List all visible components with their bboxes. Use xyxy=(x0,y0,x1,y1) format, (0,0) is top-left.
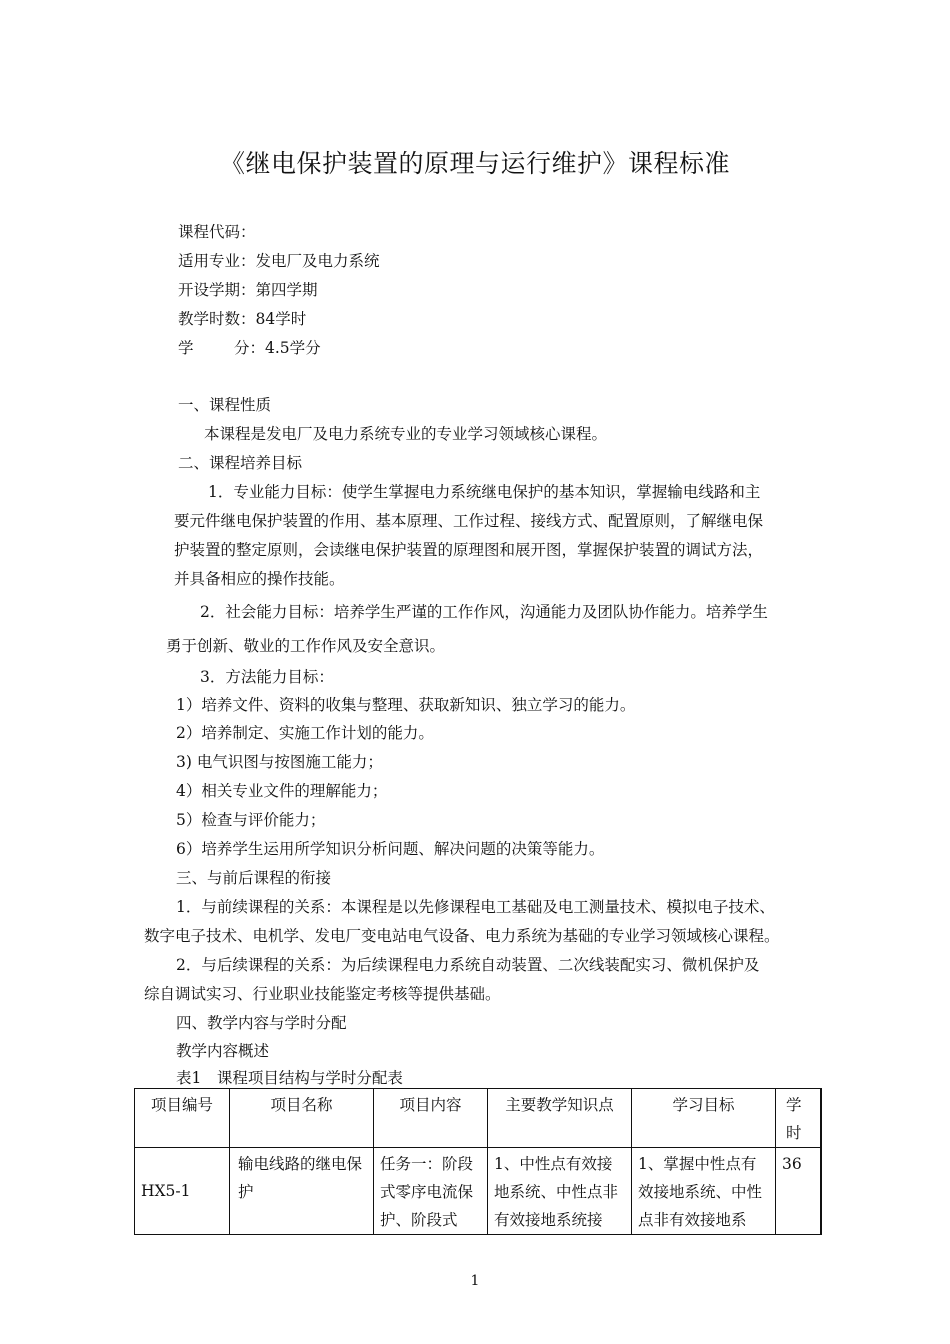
course-credit-value: 分：4.5学分 xyxy=(234,339,321,357)
section-3-para-2-line-1: 2．与后续课程的关系：为后续课程电力系统自动装置、二次线装配实习、微机保护及 xyxy=(176,956,760,974)
section-4-subheading: 教学内容概述 xyxy=(176,1042,270,1060)
cell-hours: 36 xyxy=(776,1148,821,1235)
section-3-para-2-line-2: 综自调试实习、行业职业技能鉴定考核等提供基础。 xyxy=(144,985,501,1003)
cell-project-name: 输电线路的继电保护 xyxy=(230,1148,374,1235)
cell-knowledge-points: 1、中性点有效接地系统、中性点非有效接地系统接 xyxy=(488,1148,632,1235)
page-number: 1 xyxy=(470,1273,480,1289)
course-code: 课程代码： xyxy=(178,223,256,241)
section-1-heading: 一、课程性质 xyxy=(178,396,272,414)
course-term: 开设学期：第四学期 xyxy=(178,281,318,299)
section-4-heading: 四、教学内容与学时分配 xyxy=(176,1014,347,1032)
course-major: 适用专业：发电厂及电力系统 xyxy=(178,252,380,270)
header-cell-name: 项目名称 xyxy=(230,1089,374,1148)
header-cell-hours: 学时 xyxy=(776,1089,821,1148)
section-2-para-3: 3．方法能力目标： xyxy=(200,668,334,686)
table-caption: 表1 课程项目结构与学时分配表 xyxy=(176,1069,403,1087)
cell-learning-objective: 1、掌握中性点有效接地系统、中性点非有效接地系 xyxy=(632,1148,776,1235)
table-header-row xyxy=(135,1089,821,1148)
section-2-heading: 二、课程培养目标 xyxy=(178,454,303,472)
method-item-3: 3) 电气识图与按图施工能力； xyxy=(176,753,383,771)
cell-project-content: 任务一：阶段式零序电流保护、阶段式 xyxy=(374,1148,488,1235)
section-2-para-2-line-2: 勇于创新、敬业的工作作风及安全意识。 xyxy=(166,637,446,655)
section-2-para-1-line-4: 并具备相应的操作技能。 xyxy=(174,570,345,588)
course-credit-label: 学 xyxy=(178,339,194,357)
method-item-4: 4）相关专业文件的理解能力； xyxy=(176,782,388,800)
section-2-para-2-line-1: 2．社会能力目标：培养学生严谨的工作作风，沟通能力及团队协作能力。培养学生 xyxy=(200,603,768,621)
header-cell-knowledge: 主要教学知识点 xyxy=(488,1089,632,1148)
section-2-para-1-line-1: 1．专业能力目标：使学生掌握电力系统继电保护的基本知识，掌握输电线路和主 xyxy=(208,483,761,501)
method-item-2: 2）培养制定、实施工作计划的能力。 xyxy=(176,724,434,742)
section-3-para-1-line-2: 数字电子技术、电机学、发电厂变电站电气设备、电力系统为基础的专业学习领域核心课程。 xyxy=(144,927,780,945)
method-item-6: 6）培养学生运用所学知识分析问题、解决问题的决策等能力。 xyxy=(176,840,605,858)
header-cell-code: 项目编号 xyxy=(135,1089,230,1148)
method-item-1: 1）培养文件、资料的收集与整理、获取新知识、独立学习的能力。 xyxy=(176,696,636,714)
table-row xyxy=(135,1148,821,1235)
section-2-para-1-line-2: 要元件继电保护装置的作用、基本原理、工作过程、接线方式、配置原则，了解继电保 xyxy=(174,512,764,530)
header-cell-objective: 学习目标 xyxy=(632,1089,776,1148)
cell-project-code: HX5-1 xyxy=(135,1148,230,1235)
course-structure-table xyxy=(134,1088,822,1235)
header-cell-content: 项目内容 xyxy=(374,1089,488,1148)
section-3-heading: 三、与前后课程的衔接 xyxy=(176,869,332,887)
section-3-para-1-line-1: 1．与前续课程的关系：本课程是以先修课程电工基础及电工测量技术、模拟电子技术、 xyxy=(176,898,775,916)
document-title: 《继电保护装置的原理与运行维护》课程标准 xyxy=(219,149,730,178)
method-item-5: 5）检查与评价能力； xyxy=(176,811,326,829)
section-2-para-1-line-3: 护装置的整定原则，会读继电保护装置的原理图和展开图，掌握保护装置的调试方法， xyxy=(174,541,764,559)
course-hours: 教学时数：84学时 xyxy=(178,310,307,328)
section-1-body: 本课程是发电厂及电力系统专业的专业学习领域核心课程。 xyxy=(204,425,608,443)
